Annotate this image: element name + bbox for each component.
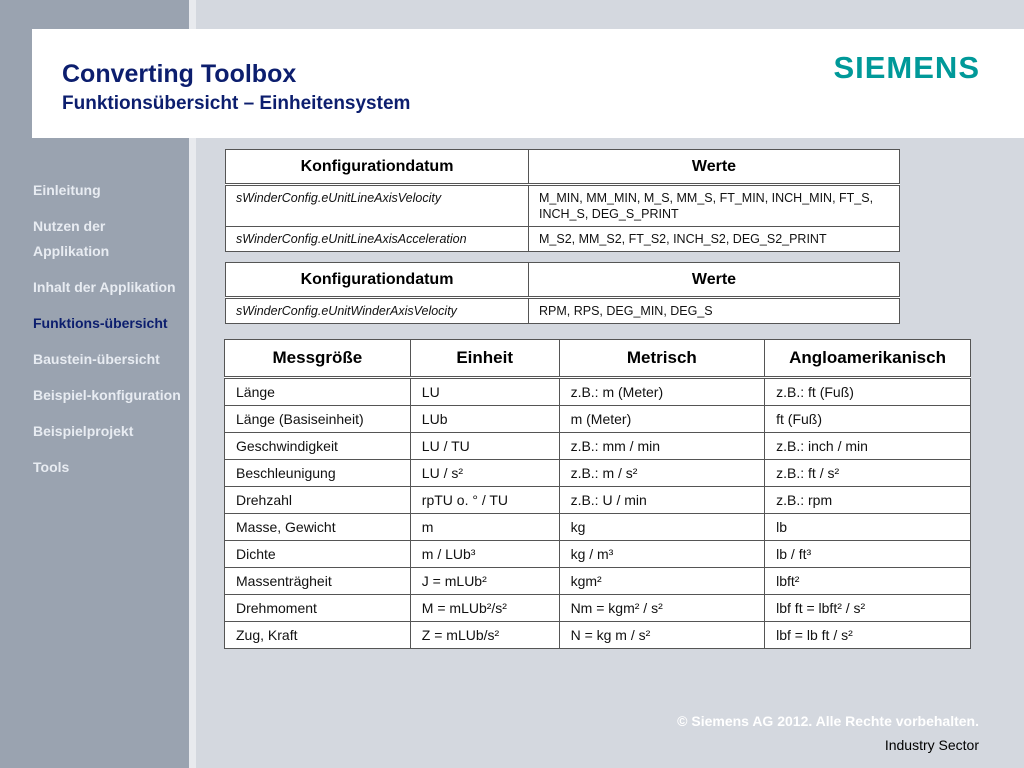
page-title: Converting Toolbox (62, 60, 297, 88)
table-row (225, 595, 971, 622)
config-key: sWinderConfig.eUnitWinderAxisVelocity (226, 298, 529, 324)
sidebar-item-nutzen[interactable]: Nutzen der Applikation (33, 218, 110, 259)
table-cell: rpTU o. ° / TU (410, 487, 559, 514)
table-cell: Z = mLUb/s² (410, 622, 559, 649)
table-cell: m (Meter) (559, 406, 765, 433)
table-row (225, 622, 971, 649)
table-cell: z.B.: ft (Fuß) (765, 378, 971, 406)
table-cell: z.B.: m / s² (559, 460, 765, 487)
table-cell: Beschleunigung (225, 460, 411, 487)
table-cell: Massenträgheit (225, 568, 411, 595)
table-cell: m (410, 514, 559, 541)
sidebar-item-funktionsuebersicht[interactable]: Funktions-übersicht (33, 315, 168, 331)
table-cell: Drehmoment (225, 595, 411, 622)
table-cell: z.B.: m (Meter) (559, 378, 765, 406)
column-header: Angloamerikanisch (765, 340, 971, 378)
column-header: Konfigurationdatum (226, 150, 529, 185)
table-cell: lbft² (765, 568, 971, 595)
table-row (225, 406, 971, 433)
table-cell: m / LUb³ (410, 541, 559, 568)
table-cell: LU / s² (410, 460, 559, 487)
table-cell: Nm = kgm² / s² (559, 595, 765, 622)
config-table-winder-axis (225, 262, 900, 324)
table-cell: Geschwindigkeit (225, 433, 411, 460)
column-header: Konfigurationdatum (226, 263, 529, 298)
sidebar-item-bausteinuebersicht[interactable]: Baustein-übersicht (33, 351, 160, 367)
table-cell: z.B.: ft / s² (765, 460, 971, 487)
table-cell: lbf = lb ft / s² (765, 622, 971, 649)
column-header: Werte (529, 263, 900, 298)
table-cell: Dichte (225, 541, 411, 568)
sidebar-item-tools[interactable]: Tools (33, 459, 70, 475)
sidebar-item-beispielkonfiguration[interactable]: Beispiel-konfiguration (33, 387, 181, 403)
siemens-logo: SIEMENS (833, 50, 980, 85)
sidebar-item-einleitung[interactable]: Einleitung (33, 182, 101, 198)
table-cell: kg (559, 514, 765, 541)
table-row (225, 378, 971, 406)
page-subtitle: Funktionsübersicht – Einheitensystem (62, 93, 411, 114)
table-row (226, 227, 900, 252)
table-cell: Länge (Basiseinheit) (225, 406, 411, 433)
units-table (224, 339, 971, 649)
config-values: M_MIN, MM_MIN, M_S, MM_S, FT_MIN, INCH_MIN, FT_S, INCH_S, DEG_S_PRINT (529, 185, 900, 227)
column-header: Metrisch (559, 340, 765, 378)
table-cell: LUb (410, 406, 559, 433)
sidebar-item-beispielprojekt[interactable]: Beispielprojekt (33, 423, 134, 439)
table-cell: lb / ft³ (765, 541, 971, 568)
table-cell: z.B.: rpm (765, 487, 971, 514)
table-cell: M = mLUb²/s² (410, 595, 559, 622)
sector-label: Industry Sector (884, 737, 979, 753)
table-row (226, 185, 900, 227)
table-cell: kgm² (559, 568, 765, 595)
table-row (225, 487, 971, 514)
table-header-row (226, 263, 900, 298)
table-cell: Zug, Kraft (225, 622, 411, 649)
header (32, 29, 1024, 138)
table-cell: z.B.: inch / min (765, 433, 971, 460)
table-row (225, 460, 971, 487)
table-cell: J = mLUb² (410, 568, 559, 595)
column-header: Einheit (410, 340, 559, 378)
table-cell: lb (765, 514, 971, 541)
config-values: M_S2, MM_S2, FT_S2, INCH_S2, DEG_S2_PRINT (529, 227, 900, 252)
column-header: Messgröße (225, 340, 411, 378)
copyright-notice: © Siemens AG 2012. Alle Rechte vorbehalten. (677, 713, 979, 729)
table-row (225, 433, 971, 460)
table-header-row (225, 340, 971, 378)
table-header-row (226, 150, 900, 185)
table-cell: Drehzahl (225, 487, 411, 514)
table-cell: LU / TU (410, 433, 559, 460)
table-cell: ft (Fuß) (765, 406, 971, 433)
table-cell: Länge (225, 378, 411, 406)
config-values: RPM, RPS, DEG_MIN, DEG_S (529, 298, 900, 324)
column-header: Werte (529, 150, 900, 185)
table-cell: LU (410, 378, 559, 406)
table-row (225, 541, 971, 568)
table-cell: z.B.: mm / min (559, 433, 765, 460)
sidebar-item-inhalt[interactable]: Inhalt der Applikation (33, 279, 176, 295)
table-row (225, 514, 971, 541)
table-cell: lbf ft = lbft² / s² (765, 595, 971, 622)
table-cell: z.B.: U / min (559, 487, 765, 514)
table-row (226, 298, 900, 324)
table-cell: N = kg m / s² (559, 622, 765, 649)
config-key: sWinderConfig.eUnitLineAxisAcceleration (226, 227, 529, 252)
table-cell: Masse, Gewicht (225, 514, 411, 541)
config-table-line-axis (225, 149, 900, 252)
units-table-body (225, 378, 971, 649)
config-key: sWinderConfig.eUnitLineAxisVelocity (226, 185, 529, 227)
table-cell: kg / m³ (559, 541, 765, 568)
sidebar-nav (33, 178, 183, 491)
table-row (225, 568, 971, 595)
